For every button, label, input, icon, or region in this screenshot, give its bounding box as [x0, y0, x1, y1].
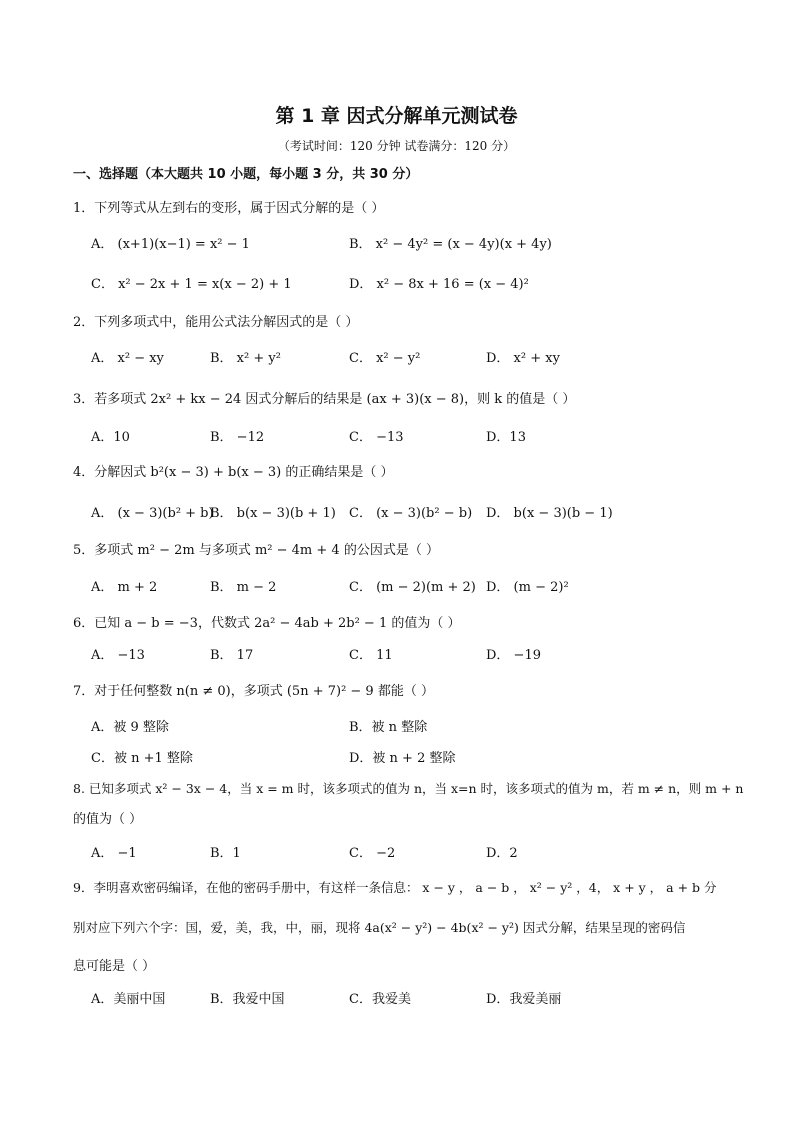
question-4-option-d: D． b(x − 3)(b − 1) [486, 506, 613, 521]
question-2-option-a: A． x² − xy [91, 351, 164, 366]
question-6-option-b: B． 17 [210, 648, 254, 663]
question-8-stem-line-1: 8. 已知多项式 x² − 3x − 4，当 x = m 时，该多项式的值为 n，当 x=n 时，该多项式的值为 m，若 m ≠ n，则 m + n [73, 781, 744, 796]
question-8-option-b: B．1 [210, 846, 241, 861]
question-5-option-d: D． (m − 2)² [486, 580, 569, 595]
question-3-option-c: C． −13 [349, 430, 404, 445]
question-9-option-a: A．美丽中国 [91, 992, 166, 1007]
question-6-option-c: C． 11 [349, 648, 393, 663]
question-4-option-b: B． b(x − 3)(b + 1) [210, 506, 336, 521]
question-6-option-d: D． −19 [486, 648, 541, 663]
question-7-option-a: A．被 9 整除 [91, 720, 169, 735]
question-9-option-b: B．我爱中国 [210, 992, 285, 1007]
question-1-option-a: A． (x+1)(x−1) = x² − 1 [91, 237, 250, 252]
question-7-stem: 7．对于任何整数 n(n ≠ 0)，多项式 (5n + 7)² − 9 都能（ ） [73, 684, 434, 699]
question-1-stem: 1．下列等式从左到右的变形，属于因式分解的是（ ） [73, 201, 385, 216]
question-3-option-a: A．10 [91, 430, 130, 445]
question-9-stem-line-1: 9．李明喜欢密码编译，在他的密码手册中，有这样一条信息： x − y ， a − b ， x² − y² ，4， x + y ， a + b 分 [73, 880, 717, 895]
question-5-stem: 5．多项式 m² − 2m 与多项式 m² − 4m + 4 的公因式是（ ） [73, 543, 439, 558]
question-2-option-b: B． x² + y² [210, 351, 281, 366]
question-2-option-c: C． x² − y² [349, 351, 421, 366]
question-7-option-b: B．被 n 整除 [349, 720, 428, 735]
question-2-stem: 2．下列多项式中，能用公式法分解因式的是（ ） [73, 315, 359, 330]
question-1-option-c: C． x² − 2x + 1 = x(x − 2) + 1 [91, 277, 292, 292]
question-8-stem-line-2: 的值为（ ） [73, 812, 143, 827]
question-1-option-d: D． x² − 8x + 16 = (x − 4)² [349, 277, 529, 292]
question-5-option-b: B． m − 2 [210, 580, 277, 595]
question-9-option-c: C．我爱美 [349, 992, 411, 1007]
section-heading: 一、选择题（本大题共 10 小题，每小题 3 分，共 30 分） [73, 167, 419, 182]
question-4-option-a: A． (x − 3)(b² + b) [91, 506, 214, 521]
question-9-stem-line-2: 别对应下列六个字：国，爱，美，我，中，丽，现将 4a(x² − y²) − 4b(x² − y²) 因式分解，结果呈现的密码信 [73, 920, 686, 935]
question-5-option-a: A． m + 2 [91, 580, 158, 595]
question-8-option-c: C． −2 [349, 846, 396, 861]
question-7-option-d: D．被 n + 2 整除 [349, 751, 456, 766]
question-6-option-a: A． −13 [91, 648, 145, 663]
question-1-option-b: B． x² − 4y² = (x − 4y)(x + 4y) [349, 237, 552, 252]
question-5-option-c: C． (m − 2)(m + 2) [349, 580, 476, 595]
page-title: 第 1 章 因式分解单元测试卷 [275, 105, 518, 127]
question-3-option-b: B． −12 [210, 430, 265, 445]
question-4-stem: 4．分解因式 b²(x − 3) + b(x − 3) 的正确结果是（ ） [73, 465, 394, 480]
question-4-option-c: C． (x − 3)(b² − b) [349, 506, 473, 521]
question-9-option-d: D．我爱美丽 [486, 992, 562, 1007]
exam-info: （考试时间：120 分钟 试卷满分：120 分） [277, 139, 516, 153]
question-8-option-a: A． −1 [91, 846, 137, 861]
question-8-option-d: D．2 [486, 846, 518, 861]
question-3-option-d: D．13 [486, 430, 526, 445]
question-6-stem: 6．已知 a − b = −3，代数式 2a² − 4ab + 2b² − 1 的值为（ ） [73, 616, 461, 631]
question-3-stem: 3．若多项式 2x² + kx − 24 因式分解后的结果是 (ax + 3)(x − 8)，则 k 的值是（ ） [73, 392, 576, 407]
question-9-stem-line-3: 息可能是（ ） [73, 959, 156, 974]
question-7-option-c: C．被 n +1 整除 [91, 751, 193, 766]
question-2-option-d: D． x² + xy [486, 351, 560, 366]
